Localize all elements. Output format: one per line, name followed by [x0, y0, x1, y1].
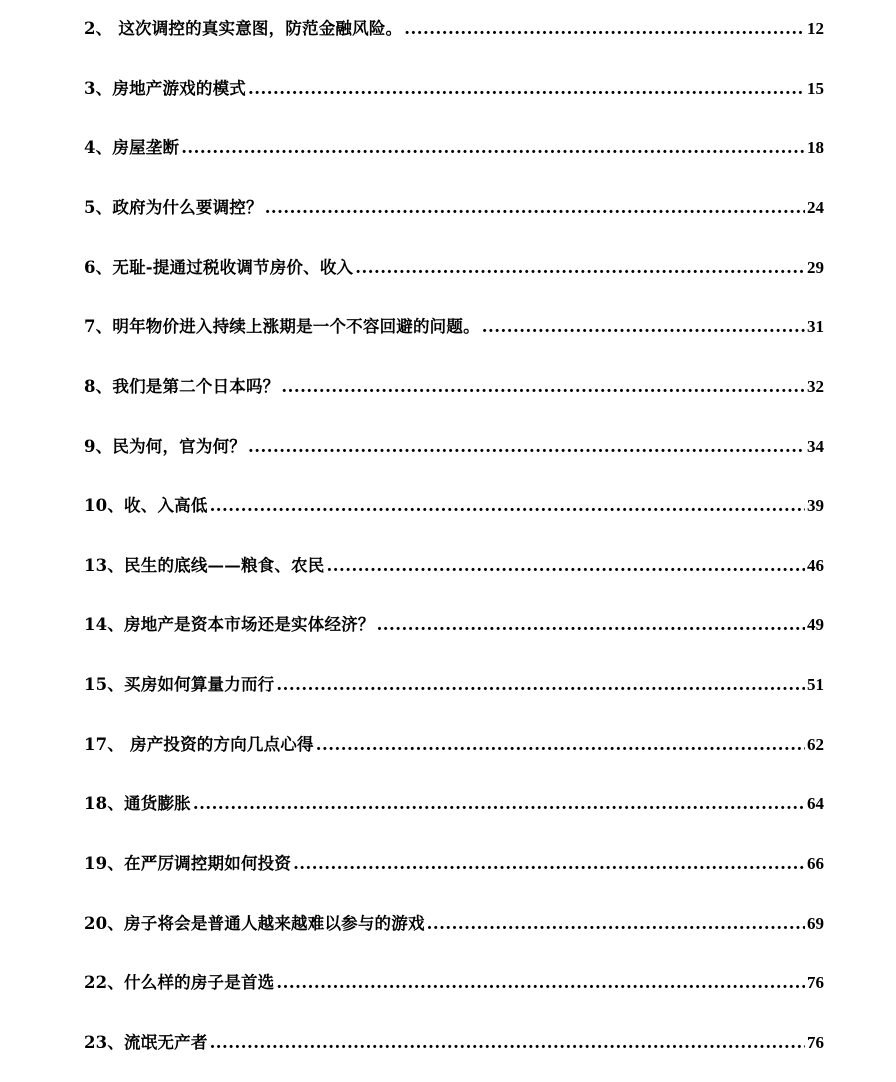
- toc-entry-page: 24: [807, 198, 824, 217]
- toc-entry-page: 18: [807, 138, 824, 157]
- toc-entry[interactable]: [84, 792, 824, 816]
- toc-entry[interactable]: [84, 971, 824, 995]
- toc-entry-title: 6、无耻-提通过税收调节房价、收入: [84, 258, 354, 277]
- toc-entry-page: 34: [807, 437, 824, 456]
- toc-entry-page: 66: [807, 854, 824, 873]
- toc-entry[interactable]: [84, 256, 824, 280]
- toc-entry-title: 5、政府为什么要调控？: [84, 198, 263, 217]
- toc-dot-leader: [427, 912, 805, 936]
- toc-entry-title: 14、房地产是资本市场还是实体经济？: [84, 615, 375, 634]
- toc-dot-leader: [248, 435, 805, 459]
- toc-entry-page: 32: [807, 377, 824, 396]
- toc-entry-title: 4、房屋垄断: [84, 138, 180, 157]
- toc-dot-leader: [281, 375, 805, 399]
- toc-entry-title: 8、我们是第二个日本吗？: [84, 377, 280, 396]
- toc-entry-page: 76: [807, 1033, 824, 1052]
- toc-entry-page: 46: [807, 556, 824, 575]
- toc-entry-page: 31: [807, 317, 824, 336]
- toc-entry[interactable]: [84, 315, 824, 339]
- toc-entry-title: 20、房子将会是普通人越来越难以参与的游戏: [84, 914, 425, 933]
- toc-dot-leader: [293, 852, 805, 876]
- toc-entry[interactable]: [84, 435, 824, 459]
- toc-entry-title: 7、明年物价进入持续上涨期是一个不容回避的问题。: [84, 317, 480, 336]
- toc-entry-title: 2、 这次调控的真实意图，防范金融风险。: [84, 19, 403, 38]
- toc-entry[interactable]: [84, 733, 824, 757]
- toc-entry[interactable]: [84, 613, 824, 637]
- toc-entry[interactable]: [84, 554, 824, 578]
- toc-entry-page: 49: [807, 615, 824, 634]
- toc-dot-leader: [276, 971, 805, 995]
- toc-entry-title: 18、通货膨胀: [84, 794, 191, 813]
- toc-entry-page: 51: [807, 675, 824, 694]
- toc-dot-leader: [210, 494, 805, 518]
- toc-entry[interactable]: [84, 17, 824, 41]
- toc-entry[interactable]: [84, 375, 824, 399]
- toc-entry[interactable]: [84, 196, 824, 220]
- toc-entry[interactable]: [84, 77, 824, 101]
- toc-entry-page: 12: [807, 19, 824, 38]
- toc-dot-leader: [193, 792, 805, 816]
- toc-entry-title: 9、民为何，官为何？: [84, 437, 246, 456]
- toc-dot-leader: [316, 733, 805, 757]
- toc-entry[interactable]: [84, 673, 824, 697]
- toc-dot-leader: [377, 613, 805, 637]
- toc-entry-title: 19、在严厉调控期如何投资: [84, 854, 292, 873]
- toc-dot-leader: [181, 136, 805, 160]
- toc-dot-leader: [210, 1031, 805, 1055]
- toc-entry-title: 22、什么样的房子是首选: [84, 973, 275, 992]
- toc-entry-title: 15、买房如何算量力而行: [84, 675, 275, 694]
- toc-entry-page: 62: [807, 735, 824, 754]
- toc-entry-page: 69: [807, 914, 824, 933]
- toc-entry[interactable]: [84, 1031, 824, 1055]
- toc-entry-title: 10、收、入高低: [84, 496, 208, 515]
- toc-entry-page: 64: [807, 794, 824, 813]
- toc-entry-page: 15: [807, 79, 824, 98]
- toc-dot-leader: [326, 554, 805, 578]
- toc-entry-title: 17、 房产投资的方向几点心得: [84, 735, 314, 754]
- toc-entry-page: 39: [807, 496, 824, 515]
- toc-dot-leader: [404, 17, 805, 41]
- toc-entry[interactable]: [84, 136, 824, 160]
- toc-entry-title: 3、房地产游戏的模式: [84, 79, 246, 98]
- toc-dot-leader: [355, 256, 805, 280]
- toc-entry-page: 29: [807, 258, 824, 277]
- toc-entry[interactable]: [84, 912, 824, 936]
- toc-dot-leader: [265, 196, 805, 220]
- toc-dot-leader: [248, 77, 805, 101]
- toc-entry-title: 13、民生的底线——粮食、农民: [84, 556, 325, 575]
- toc-entry-page: 76: [807, 973, 824, 992]
- toc-entry[interactable]: [84, 852, 824, 876]
- toc-entry[interactable]: [84, 494, 824, 518]
- toc-dot-leader: [276, 673, 805, 697]
- toc-dot-leader: [482, 315, 805, 339]
- toc-entry-title: 23、流氓无产者: [84, 1033, 208, 1052]
